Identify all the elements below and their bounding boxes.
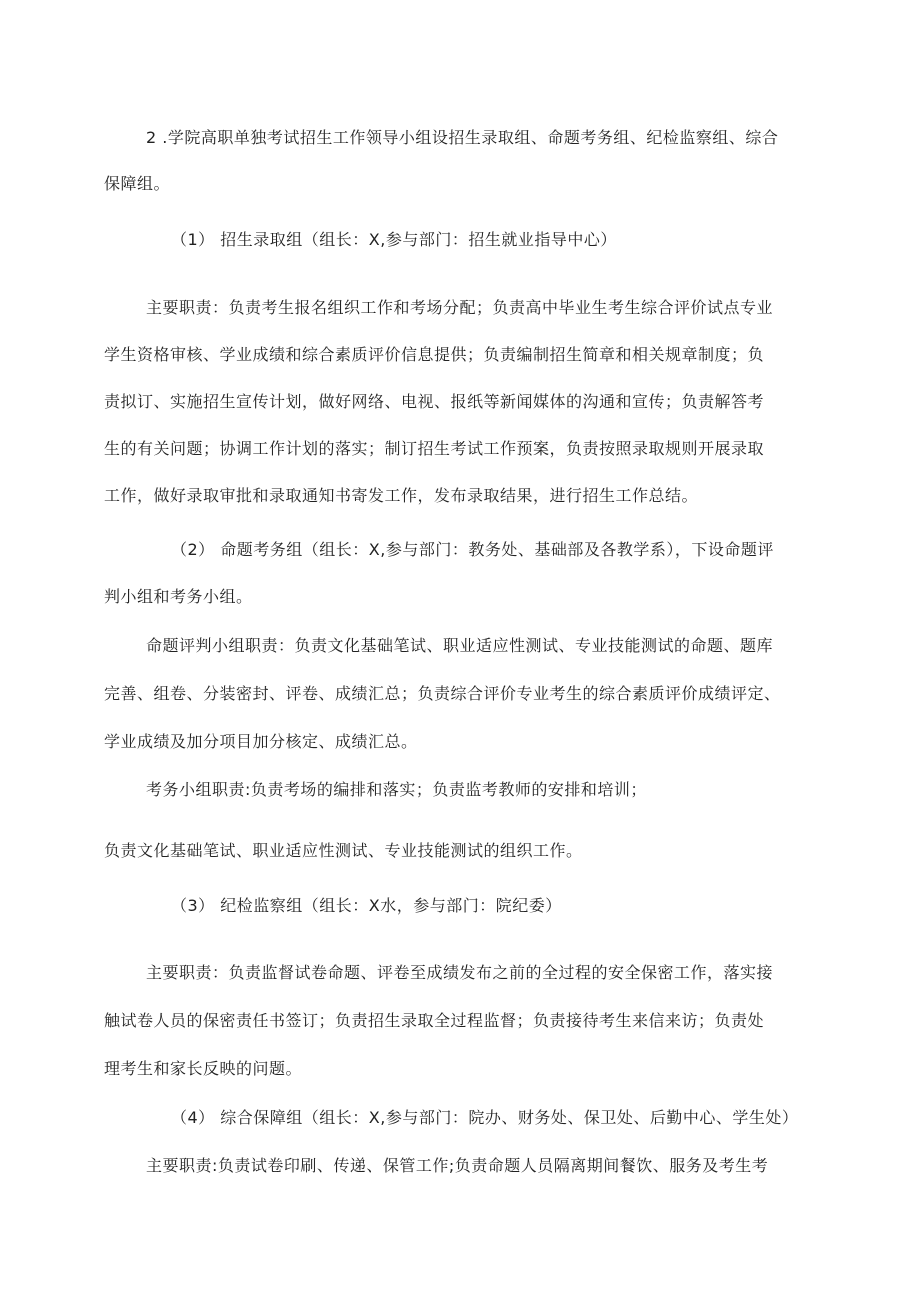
section-heading-exam: （2） 命题考务组（组长：X,参与部门：教务处、基础部及各教学系），下设命题评: [171, 540, 774, 559]
section-heading-support: （4） 综合保障组（组长：X,参与部门：院办、财务处、保卫处、后勤中心、学生处）: [171, 1108, 799, 1127]
paragraph-line: 主要职责：负责考生报名组织工作和考场分配；负责高中毕业生考生综合评价试点专业: [146, 298, 774, 317]
paragraph-line: 命题评判小组职责：负责文化基础笔试、职业适应性测试、专业技能测试的命题、题库: [146, 636, 774, 655]
paragraph-line: 2 .学院高职单独考试招生工作领导小组设招生录取组、命题考务组、纪检监察组、综合: [146, 128, 779, 147]
section-heading-discipline: （3） 纪检监察组（组长：X水，参与部门：院纪委）: [171, 896, 562, 915]
paragraph-line: 判小组和考务小组。: [104, 587, 253, 606]
paragraph-line: 学生资格审核、学业成绩和综合素质评价信息提供；负责编制招生简章和相关规章制度；负: [104, 345, 765, 364]
paragraph-line: 主要职责：负责监督试卷命题、评卷至成绩发布之前的全过程的安全保密工作，落实接: [146, 963, 774, 982]
paragraph-line: 考务小组职责:负责考场的编排和落实；负责监考教师的安排和培训；: [146, 780, 647, 799]
paragraph-line: 理考生和家长反映的问题。: [104, 1059, 303, 1078]
paragraph-line: 学业成绩及加分项目加分核定、成绩汇总。: [104, 732, 418, 751]
section-heading-admission: （1） 招生录取组（组长：X,参与部门：招生就业指导中心）: [171, 230, 617, 249]
paragraph-line: 保障组。: [104, 174, 171, 193]
paragraph-line: 触试卷人员的保密责任书签订；负责招生录取全过程监督；负责接待考生来信来访；负责处: [104, 1011, 765, 1030]
paragraph-line: 主要职责:负责试卷印刷、传递、保管工作;负责命题人员隔离期间餐饮、服务及考生考: [146, 1156, 769, 1175]
paragraph-line: 工作，做好录取审批和录取通知书寄发工作，发布录取结果，进行招生工作总结。: [104, 486, 699, 505]
paragraph-line: 负责文化基础笔试、职业适应性测试、专业技能测试的组织工作。: [104, 841, 583, 860]
paragraph-line: 完善、组卷、分装密封、评卷、成绩汇总；负责综合评价专业考生的综合素质评价成绩评定、: [104, 684, 781, 703]
paragraph-line: 生的有关问题；协调工作计划的落实；制订招生考试工作预案，负责按照录取规则开展录取: [104, 439, 765, 458]
paragraph-line: 责拟订、实施招生宣传计划，做好网络、电视、报纸等新闻媒体的沟通和宣传；负责解答考: [104, 392, 765, 411]
